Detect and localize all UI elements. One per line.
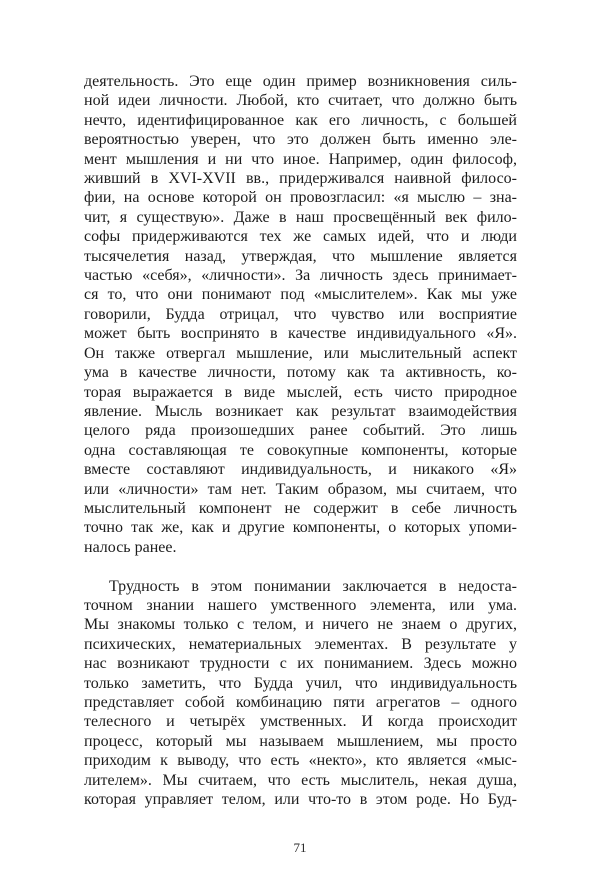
text-line: нечто, идентифицированное как его личность, с большей	[84, 111, 517, 129]
text-line: частью «себя», «личности». За личность здесь принимает-	[84, 267, 517, 285]
text-line: ной идеи личности. Любой, кто считает, что должно быть	[84, 92, 517, 110]
text-line: фии, на основе которой он провозгласил: «я мыслю – зна-	[84, 189, 517, 207]
text-line: или «личности» там нет. Таким образом, мы считаем, что	[84, 480, 517, 498]
text-line: приходим к выводу, что есть «некто», кто является «мыс-	[84, 752, 517, 770]
text-line: телесного и четырёх умственных. И когда происходит	[84, 713, 517, 731]
text-line: Трудность в этом понимании заключается в недоста-	[109, 577, 517, 595]
text-line: представляет собой комбинацию пяти агрегатов – одного	[84, 693, 517, 711]
paragraph	[84, 577, 517, 810]
text-line: торая выражается в виде мыслей, есть чисто природное	[84, 383, 517, 401]
text-line: одна составляющая те совокупные компоненты, которые	[84, 441, 517, 459]
text-line: ума в качестве личности, потому как та активность, ко-	[84, 364, 517, 382]
text-line: процесс, который мы называем мышлением, мы просто	[84, 732, 517, 750]
text-line: вместе составляют индивидуальность, и никакого «Я»	[84, 461, 517, 479]
text-line: мент мышления и ни что иное. Например, один философ,	[84, 150, 517, 168]
text-line: точном знании нашего умственного элемента, или ума.	[84, 596, 517, 614]
text-line: Мы знакомы только с телом, и ничего не знаем о других,	[84, 616, 517, 634]
text-line: чит, я существую». Даже в наш просвещённый век фило-	[84, 208, 517, 226]
text-line: тысячелетия назад, утверждая, что мышление является	[84, 247, 517, 265]
text-line: софы придерживаются тех же самых идей, что и люди	[84, 228, 517, 246]
paragraph	[84, 72, 517, 557]
text-line: вероятностью уверен, что это должен быть именно эле-	[84, 131, 517, 149]
text-block	[84, 72, 517, 809]
text-line: налось ранее.	[84, 538, 177, 556]
text-line: которая управляет телом, или что-то в этом роде. Но Буд-	[84, 791, 517, 809]
text-line: только заметить, что Будда учил, что индивидуальность	[84, 674, 517, 692]
text-line: мыслительный компонент не содержит в себе личность	[84, 499, 517, 517]
text-line: лителем». Мы считаем, что есть мыслитель, некая душа,	[84, 771, 517, 789]
text-line: целого ряда произошедших ранее событий. Это лишь	[84, 422, 517, 440]
text-line: живший в XVI-XVII вв., придерживался наивной филосо-	[84, 170, 517, 188]
text-line: говорили, Будда отрицал, что чувство или восприятие	[84, 305, 517, 323]
text-line: психических, нематериальных элементах. В результате у	[84, 635, 517, 653]
text-line: явление. Мысль возникает как результат взаимодействия	[84, 402, 517, 420]
text-line: ся то, что они понимают под «мыслителем». Как мы уже	[84, 286, 517, 304]
text-line: может быть воспринято в качестве индивидуального «Я».	[84, 325, 517, 343]
text-line: Он также отвергал мышление, или мыслительный аспект	[84, 344, 517, 362]
text-line: точно так же, как и другие компоненты, о которых упоми-	[84, 519, 517, 537]
text-line: деятельность. Это еще один пример возникновения силь-	[84, 73, 517, 90]
text-line: нас возникают трудности с их пониманием. Здесь можно	[84, 655, 517, 673]
page-number: 71	[293, 840, 307, 855]
